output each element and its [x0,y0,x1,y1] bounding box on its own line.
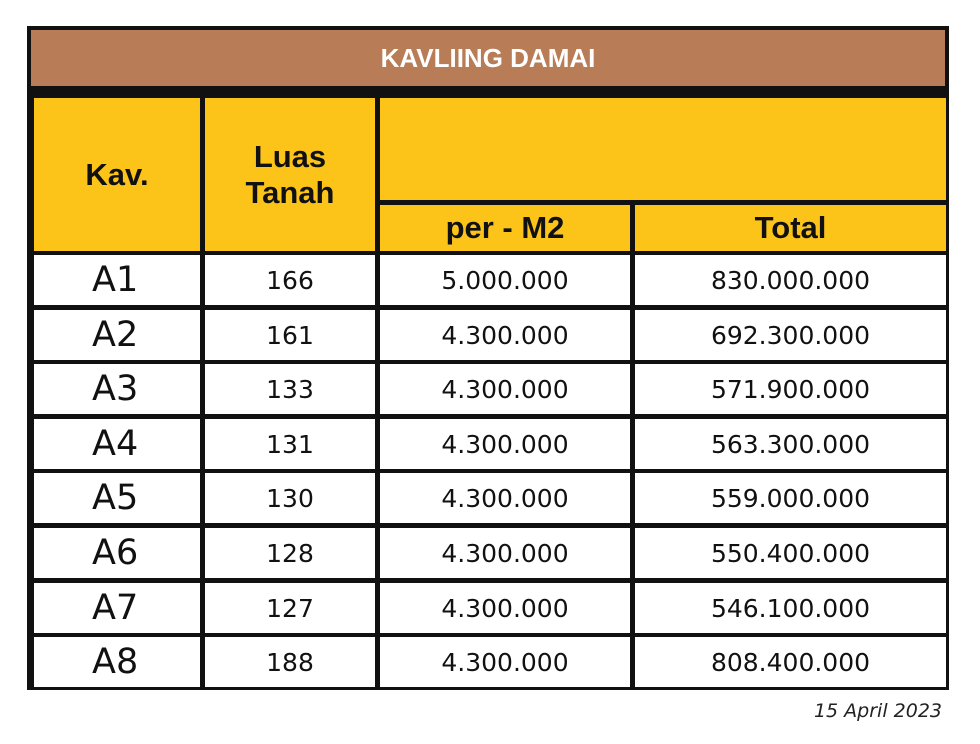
cell-total: 550.400.000 [635,528,946,578]
cell-luas: 133 [205,364,375,414]
cell-per-m2: 4.300.000 [380,637,630,687]
cell-kav: A1 [34,255,200,305]
cell-luas: 128 [205,528,375,578]
cell-total: 546.100.000 [635,583,946,633]
cell-luas: 161 [205,310,375,360]
header-total: Total [635,205,946,251]
header-luas-tanah: Luas Tanah [205,98,375,251]
cell-total: 563.300.000 [635,419,946,469]
cell-per-m2: 4.300.000 [380,310,630,360]
cell-kav: A4 [34,419,200,469]
cell-kav: A6 [34,528,200,578]
cell-total: 571.900.000 [635,364,946,414]
cell-kav: A7 [34,583,200,633]
cell-luas: 130 [205,473,375,523]
cell-luas: 127 [205,583,375,633]
cell-total: 559.000.000 [635,473,946,523]
cell-per-m2: 4.300.000 [380,528,630,578]
cell-luas: 131 [205,419,375,469]
cell-luas: 166 [205,255,375,305]
date-stamp: 15 April 2023 [813,700,942,722]
cell-per-m2: 4.300.000 [380,419,630,469]
cell-total: 692.300.000 [635,310,946,360]
header-per-m2: per - M2 [380,205,630,251]
cell-per-m2: 4.300.000 [380,364,630,414]
table-title: KAVLIING DAMAI [31,30,945,90]
cell-per-m2: 4.300.000 [380,473,630,523]
cell-total: 830.000.000 [635,255,946,305]
cell-kav: A5 [34,473,200,523]
header-price-group [380,98,946,200]
cell-total: 808.400.000 [635,637,946,687]
cell-kav: A8 [34,637,200,687]
header-kav: Kav. [34,98,200,251]
cell-per-m2: 4.300.000 [380,583,630,633]
cell-kav: A2 [34,310,200,360]
cell-kav: A3 [34,364,200,414]
cell-luas: 188 [205,637,375,687]
cell-per-m2: 5.000.000 [380,255,630,305]
